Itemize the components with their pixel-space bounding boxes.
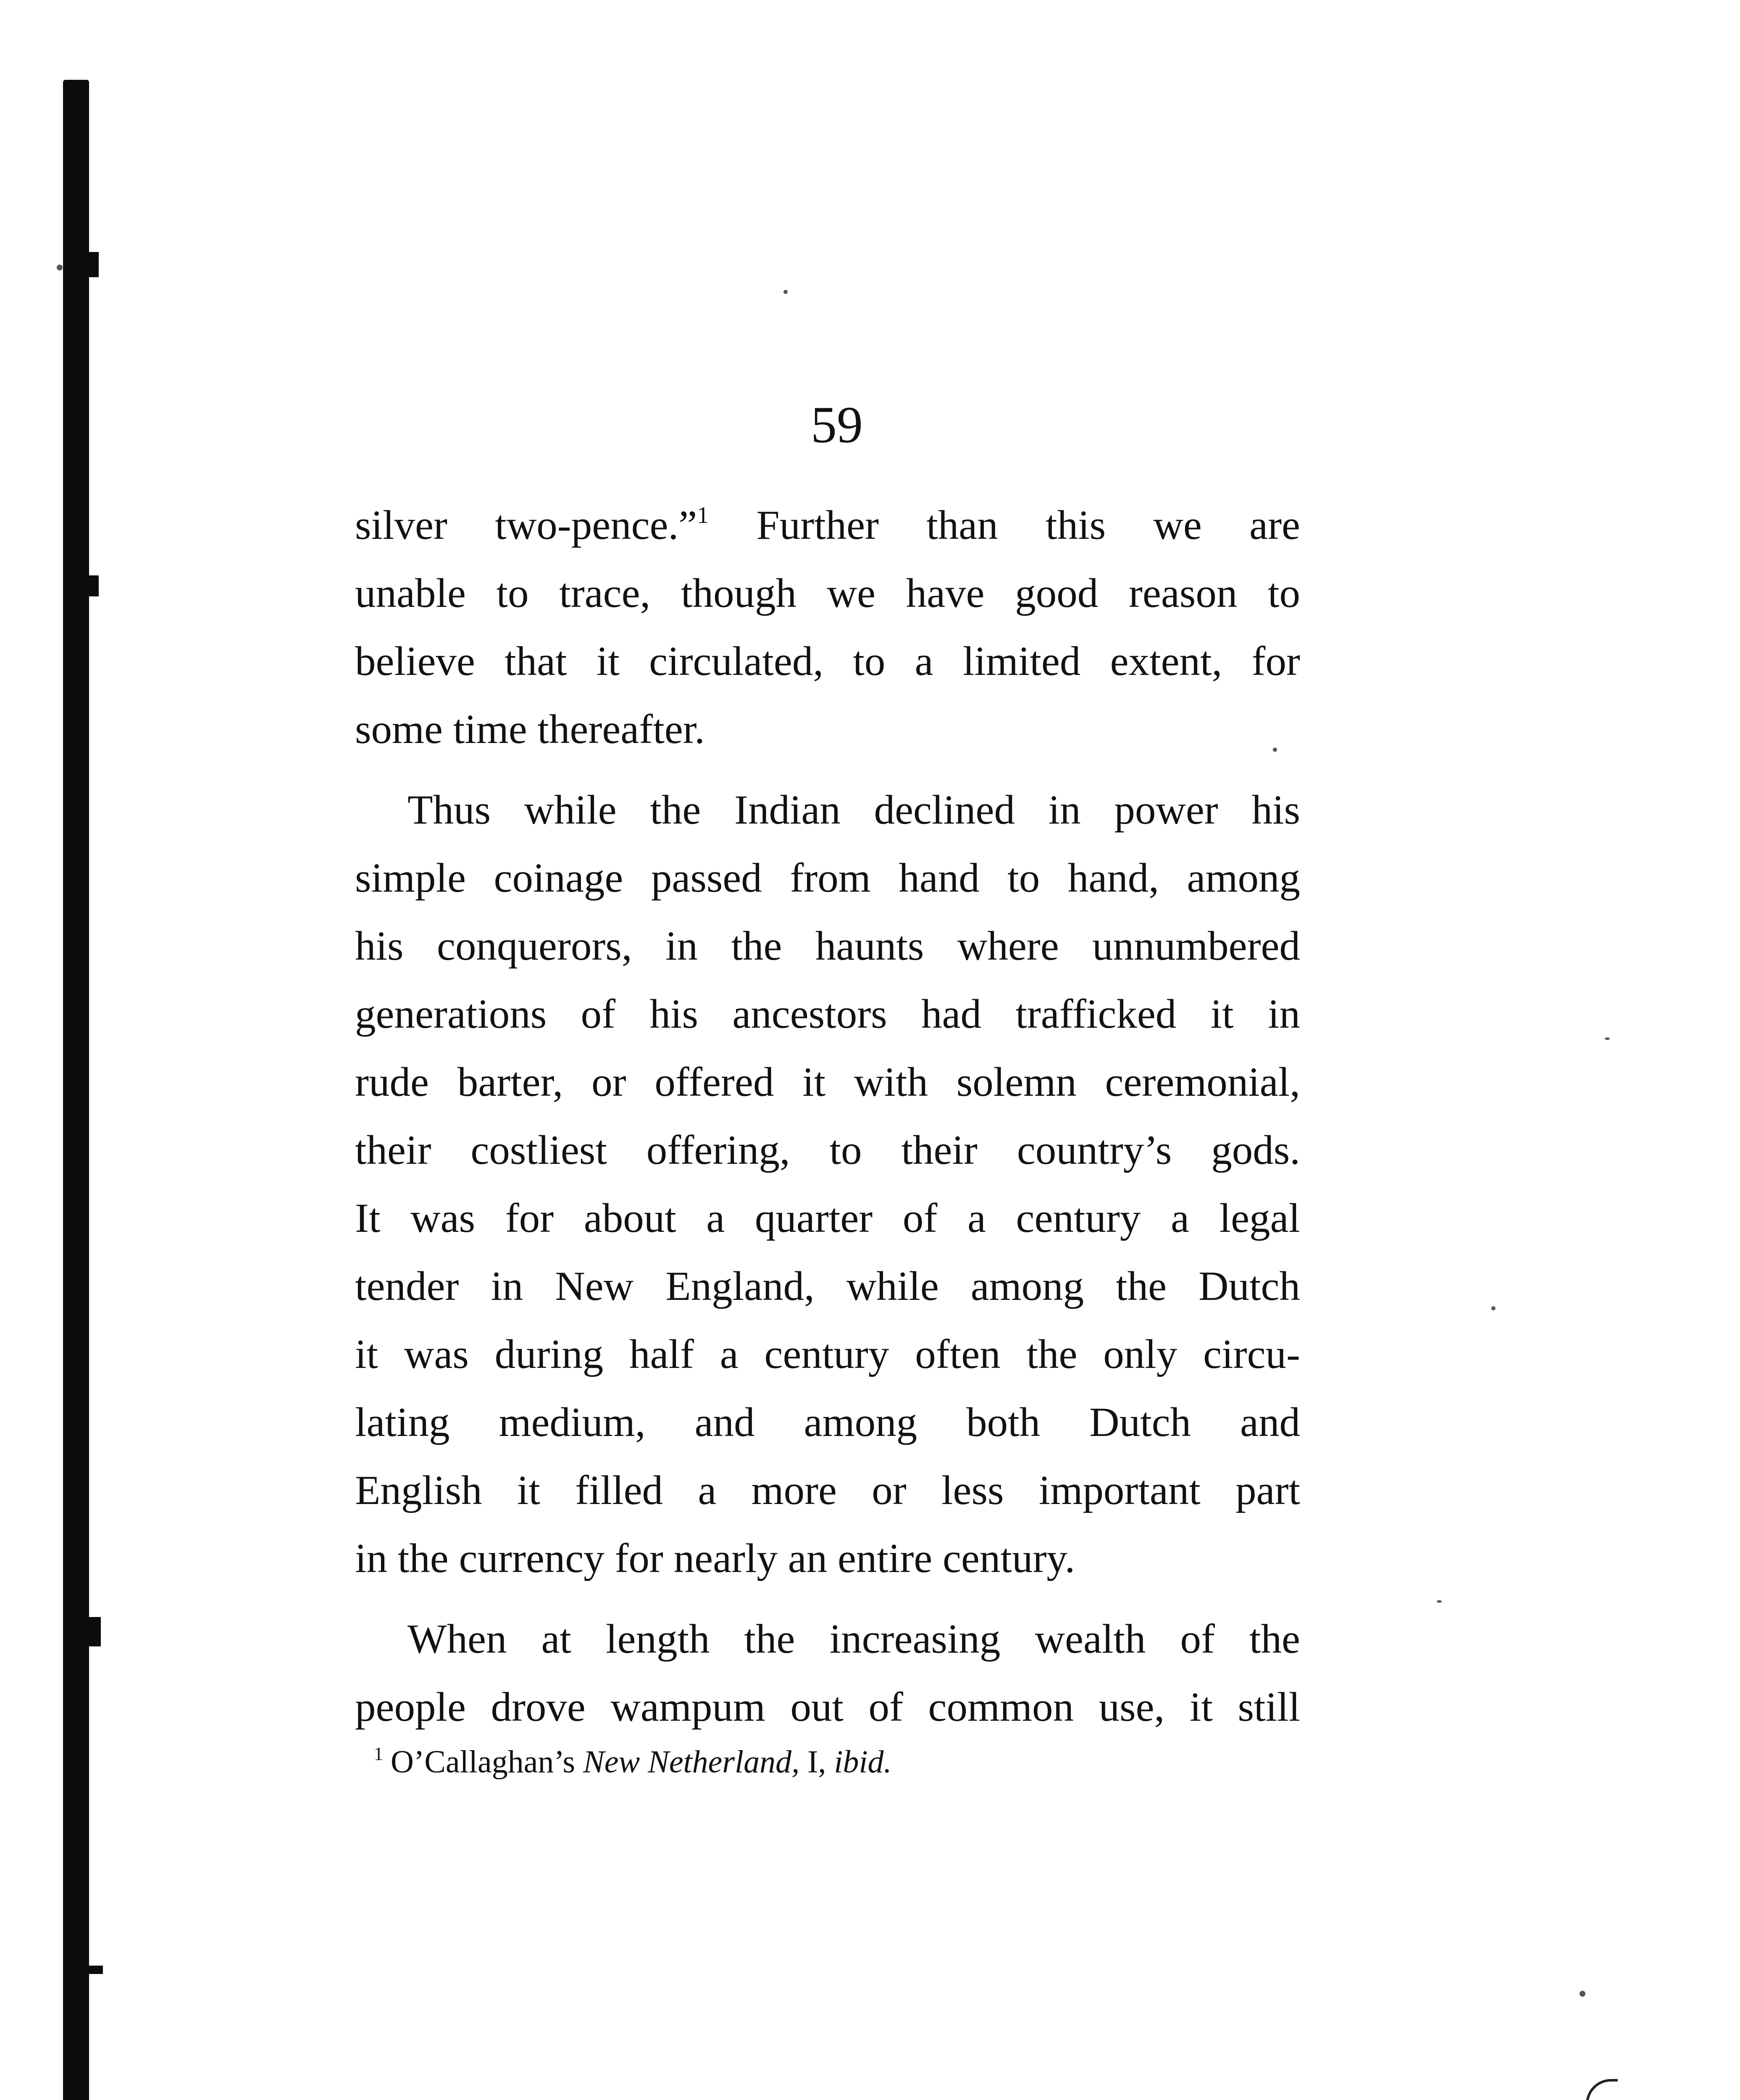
footnote-ibid: ibid. (834, 1744, 892, 1780)
text-line: When at length the increasing wealth of the (407, 1616, 1300, 1662)
footnote-reference: 1 (697, 502, 709, 528)
text-line: their costliest offering, to their country’s gods. (355, 1127, 1300, 1173)
text-line: simple coinage passed from hand to hand, among (355, 855, 1300, 901)
text-line: tender in New England, while among the Dutch (355, 1263, 1300, 1309)
text-line-end: Further than this we are (709, 502, 1300, 548)
text-line: generations of his ancestors had trafficked it in (355, 991, 1300, 1037)
scan-speck (783, 290, 788, 294)
text-line: people drove wampum out of common use, it still (355, 1684, 1300, 1730)
binding-notch (86, 1617, 101, 1646)
binding-notch (86, 1966, 103, 1974)
footnote (374, 1743, 892, 1781)
text-line: lating medium, and among both Dutch and (355, 1399, 1300, 1445)
footnote-volume: I, (807, 1744, 826, 1780)
paragraph-gap (355, 1593, 1300, 1605)
binding-edge (63, 80, 89, 2100)
text-line: believe that it circulated, to a limited extent, for (355, 638, 1300, 684)
text-line: in the currency for nearly an entire century. (355, 1536, 1075, 1581)
text-line: It was for about a quarter of a century a legal (355, 1195, 1300, 1241)
text-line: unable to trace, though we have good reason to (355, 570, 1300, 616)
text-line: Thus while the Indian declined in power his (407, 787, 1300, 833)
scan-speck (1491, 1306, 1496, 1310)
scan-speck (1580, 1991, 1585, 1997)
scan-mark (1586, 2079, 1618, 2100)
page-number: 59 (811, 396, 863, 454)
text-line: his conquerors, in the haunts where unnumbered (355, 923, 1300, 969)
body-text (355, 491, 1300, 1741)
text-line: it was during half a century often the only circu- (355, 1331, 1300, 1377)
text-line (355, 491, 1300, 559)
scan-speck (57, 265, 63, 270)
text-line: English it filled a more or less important part (355, 1467, 1300, 1513)
scan-speck (1437, 1600, 1442, 1603)
paragraph-gap (355, 764, 1300, 776)
text-line: some time thereafter. (355, 706, 705, 752)
footnote-author: O’Callaghan’s (391, 1744, 576, 1780)
binding-notch (86, 252, 99, 277)
text-line-start: silver two-pence.” (355, 502, 697, 548)
scan-speck (1605, 1037, 1610, 1040)
footnote-title: New Netherland, (583, 1744, 800, 1780)
footnote-marker: 1 (374, 1743, 383, 1764)
binding-notch (86, 575, 99, 596)
text-line: rude barter, or offered it with solemn ceremonial, (355, 1059, 1300, 1105)
